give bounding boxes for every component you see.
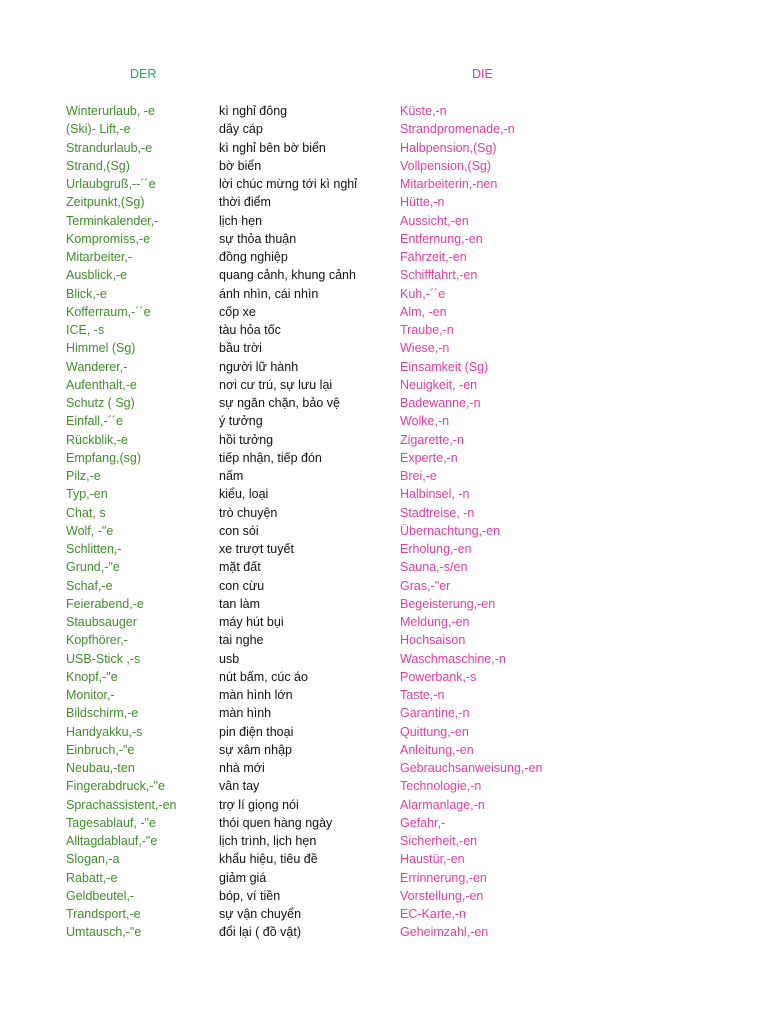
die-word: Halbpension,(Sg) <box>400 140 497 155</box>
die-word: Badewanne,-n <box>400 396 481 410</box>
der-word: Strandurlaub,-e <box>66 140 153 155</box>
die-word: Strandpromenade,-n <box>400 122 515 137</box>
vietnamese-meaning: mặt đất <box>219 560 261 575</box>
der-word: Grund,-"e <box>66 560 120 575</box>
die-word: Quittung,-en <box>400 724 469 739</box>
die-word: Fahrzeit,-en <box>400 250 467 264</box>
table-row <box>0 577 768 595</box>
die-word: Hochsaison <box>400 633 466 648</box>
die-word: Alm, -en <box>400 304 447 319</box>
der-word: Rückblik,-e <box>66 432 128 447</box>
die-word: Wiese,-n <box>400 341 450 356</box>
die-word: Einsamkeit (Sg) <box>400 359 489 374</box>
vietnamese-meaning: ánh nhìn, cái nhìn <box>219 286 319 301</box>
vietnamese-meaning: tàu hỏa tốc <box>219 323 281 337</box>
vietnamese-meaning: trò chuyện <box>219 505 278 520</box>
vietnamese-meaning: sự vận chuyển <box>219 907 302 921</box>
der-word: Strand,(Sg) <box>66 158 130 173</box>
die-column-header: DIE <box>472 67 493 81</box>
die-word: Schifffahrt,-en <box>400 268 478 283</box>
der-word: Zeitpunkt,(Sg) <box>66 195 145 210</box>
der-word: Typ,-en <box>66 487 108 502</box>
vietnamese-meaning: cốp xe <box>219 304 256 319</box>
der-word: Trandsport,-e <box>66 907 141 921</box>
vietnamese-meaning: vân tay <box>219 779 260 794</box>
vietnamese-meaning: hồi tưởng <box>219 432 274 447</box>
table-row <box>0 558 768 576</box>
der-column-header: DER <box>130 67 157 81</box>
die-word: Taste,-n <box>400 688 445 702</box>
die-word: Vorstellung,-en <box>400 888 484 903</box>
der-word: Himmel (Sg) <box>66 341 136 356</box>
vietnamese-meaning: quang cảnh, khung cảnh <box>219 268 356 283</box>
der-word: (Ski)- Lift,-e <box>66 122 131 137</box>
die-word: Gefahr,- <box>400 815 446 830</box>
vietnamese-meaning: tai nghe <box>219 633 264 648</box>
der-word: Aufenthalt,-e <box>66 377 137 392</box>
vietnamese-meaning: pin điện thoại <box>219 724 294 739</box>
table-row <box>0 485 768 503</box>
vietnamese-meaning: trợ lí giọng nói <box>219 797 299 812</box>
der-word: Handyakku,-s <box>66 724 143 739</box>
vietnamese-meaning: màn hình lớn <box>219 688 293 702</box>
table-row <box>0 449 768 467</box>
die-word: Vollpension,(Sg) <box>400 158 492 173</box>
table-row <box>0 777 768 795</box>
vietnamese-meaning: kì nghỉ bên bờ biển <box>219 140 326 155</box>
table-row <box>0 175 768 193</box>
die-word: Stadtreise, -n <box>400 505 475 520</box>
vietnamese-meaning: kiểu, loại <box>219 487 269 502</box>
die-word: Brei,-e <box>400 469 437 483</box>
table-row <box>0 358 768 376</box>
table-row <box>0 376 768 394</box>
vietnamese-meaning: màn hình <box>219 706 272 721</box>
der-word: Geldbeutel,- <box>66 888 135 903</box>
vietnamese-meaning: kì nghỉ đông <box>219 104 288 118</box>
der-word: Wanderer,- <box>66 359 128 374</box>
table-row <box>0 102 768 120</box>
table-row <box>0 723 768 741</box>
die-word: Technologie,-n <box>400 779 482 794</box>
der-word: Pilz,-e <box>66 469 101 483</box>
vietnamese-meaning: ý tưởng <box>219 414 263 429</box>
table-row <box>0 650 768 668</box>
table-row <box>0 193 768 211</box>
der-word: Einbruch,-"e <box>66 742 135 757</box>
die-word: Garantine,-n <box>400 706 470 721</box>
der-word: Winterurlaub, -e <box>66 104 155 118</box>
table-row <box>0 905 768 923</box>
table-row <box>0 467 768 485</box>
vietnamese-meaning: sự xâm nhập <box>219 742 292 757</box>
der-word: Knopf,-"e <box>66 669 118 684</box>
die-word: Errinnerung,-en <box>400 870 487 885</box>
table-row <box>0 923 768 941</box>
table-row <box>0 704 768 722</box>
der-word: Umtausch,-"e <box>66 925 142 940</box>
die-word: Sicherheit,-en <box>400 834 478 848</box>
der-word: Schlitten,- <box>66 542 122 556</box>
vietnamese-meaning: dây cáp <box>219 122 263 137</box>
der-word: Rabatt,-e <box>66 870 118 885</box>
vietnamese-meaning: bầu trời <box>219 341 262 356</box>
table-row <box>0 668 768 686</box>
table-row <box>0 832 768 850</box>
vietnamese-meaning: thói quen hàng ngày <box>219 815 333 830</box>
der-word: Empfang,(sg) <box>66 450 142 465</box>
table-row <box>0 120 768 138</box>
die-word: Erholung,-en <box>400 542 472 556</box>
die-word: Wolke,-n <box>400 414 450 429</box>
table-row <box>0 504 768 522</box>
table-row <box>0 796 768 814</box>
die-word: Begeisterung,-en <box>400 596 496 611</box>
der-word: Feierabend,-e <box>66 596 144 611</box>
table-row <box>0 522 768 540</box>
der-word: Neubau,-ten <box>66 761 135 775</box>
die-word: Anleitung,-en <box>400 742 474 757</box>
vietnamese-meaning: bóp, ví tiền <box>219 888 281 903</box>
der-word: Terminkalender,- <box>66 213 159 228</box>
die-word: Gebrauchsanweisung,-en <box>400 761 543 775</box>
der-word: Slogan,-a <box>66 852 120 867</box>
der-word: Blick,-e <box>66 286 107 301</box>
die-word: Entfernung,-en <box>400 231 483 246</box>
table-row <box>0 686 768 704</box>
der-word: Chat, s <box>66 505 106 520</box>
table-row <box>0 412 768 430</box>
vietnamese-meaning: con cừu <box>219 578 265 593</box>
die-word: Haustür,-en <box>400 852 465 867</box>
table-row <box>0 431 768 449</box>
der-word: Schutz ( Sg) <box>66 396 135 410</box>
der-word: Sprachassistent,-en <box>66 797 177 812</box>
table-row <box>0 139 768 157</box>
der-word: Bildschirm,-e <box>66 706 139 721</box>
vietnamese-meaning: tan làm <box>219 596 260 611</box>
vietnamese-meaning: lời chúc mừng tới kì nghỉ <box>219 177 358 191</box>
vietnamese-meaning: nơi cư trú, sự lưu lại <box>219 377 333 392</box>
table-row <box>0 285 768 303</box>
table-row <box>0 157 768 175</box>
die-word: Mitarbeiterin,-nen <box>400 177 498 191</box>
der-word: Einfall,-´´e <box>66 414 123 429</box>
die-word: Neuigkeit, -en <box>400 377 478 392</box>
vietnamese-meaning: lịch trình, lịch hẹn <box>219 834 317 848</box>
table-row <box>0 339 768 357</box>
die-word: Gras,-"er <box>400 578 451 593</box>
vietnamese-meaning: thời điểm <box>219 195 271 210</box>
der-word: ICE, -s <box>66 323 105 337</box>
die-word: Experte,-n <box>400 450 458 465</box>
vietnamese-meaning: đồng nghiệp <box>219 250 288 264</box>
table-row <box>0 741 768 759</box>
table-row <box>0 212 768 230</box>
der-word: Fingerabdruck,-"e <box>66 779 165 794</box>
table-row <box>0 814 768 832</box>
table-row <box>0 266 768 284</box>
vietnamese-meaning: người lữ hành <box>219 359 299 374</box>
der-word: Kofferraum,-´´e <box>66 304 151 319</box>
die-word: Übernachtung,-en <box>400 523 501 538</box>
der-word: USB-Stick ,-s <box>66 651 141 666</box>
table-row <box>0 321 768 339</box>
die-word: Alarmanlage,-n <box>400 797 485 812</box>
table-row <box>0 394 768 412</box>
vietnamese-meaning: xe trượt tuyết <box>219 542 294 556</box>
der-word: Kopfhörer,- <box>66 633 128 648</box>
die-word: Sauna,-s/en <box>400 560 468 575</box>
die-word: Traube,-n <box>400 323 454 337</box>
die-word: Geheimzahl,-en <box>400 925 489 940</box>
vocabulary-table <box>0 102 768 942</box>
vietnamese-meaning: nút bấm, cúc áo <box>219 669 308 684</box>
vietnamese-meaning: tiếp nhận, tiếp đón <box>219 450 322 465</box>
table-row <box>0 248 768 266</box>
die-word: Waschmaschine,-n <box>400 651 506 666</box>
der-word: Wolf, -"e <box>66 523 114 538</box>
der-word: Monitor,- <box>66 688 115 702</box>
table-row <box>0 595 768 613</box>
der-word: Staubsauger <box>66 615 137 629</box>
table-row <box>0 759 768 777</box>
die-word: Aussicht,-en <box>400 213 469 228</box>
vietnamese-meaning: khẩu hiệu, tiêu đề <box>219 852 318 867</box>
vietnamese-meaning: lịch hẹn <box>219 213 263 228</box>
table-row <box>0 850 768 868</box>
die-word: Zigarette,-n <box>400 432 464 447</box>
die-word: Küste,-n <box>400 104 447 118</box>
table-row <box>0 869 768 887</box>
vietnamese-meaning: usb <box>219 651 240 666</box>
vietnamese-meaning: sự thỏa thuận <box>219 231 297 246</box>
vietnamese-meaning: nhà mới <box>219 761 265 775</box>
der-word: Urlaubgruß,--´´e <box>66 177 156 191</box>
table-row <box>0 303 768 321</box>
der-word: Alltagdablauf,-"e <box>66 834 158 848</box>
table-row <box>0 631 768 649</box>
table-row <box>0 540 768 558</box>
table-row <box>0 613 768 631</box>
die-word: EC-Karte,-n <box>400 907 466 921</box>
vietnamese-meaning: đổi lại ( đồ vật) <box>219 925 301 940</box>
der-word: Schaf,-e <box>66 578 113 593</box>
der-word: Tagesablauf, -"e <box>66 815 156 830</box>
vietnamese-meaning: bờ biển <box>219 158 262 173</box>
vietnamese-meaning: sự ngăn chặn, bảo vệ <box>219 396 340 410</box>
der-word: Ausblick,-e <box>66 268 128 283</box>
table-row <box>0 887 768 905</box>
vietnamese-meaning: nấm <box>219 469 244 483</box>
die-word: Powerbank,-s <box>400 669 477 684</box>
table-row <box>0 230 768 248</box>
vietnamese-meaning: con sói <box>219 523 259 538</box>
die-word: Hütte,-n <box>400 195 445 210</box>
der-word: Mitarbeiter,- <box>66 250 132 264</box>
der-word: Kompromiss,-e <box>66 231 151 246</box>
die-word: Halbinsel, -n <box>400 487 470 502</box>
vietnamese-meaning: máy hút bụi <box>219 615 284 629</box>
vietnamese-meaning: giảm giá <box>219 870 267 885</box>
die-word: Meldung,-en <box>400 615 470 629</box>
die-word: Kuh,-´´e <box>400 286 446 301</box>
